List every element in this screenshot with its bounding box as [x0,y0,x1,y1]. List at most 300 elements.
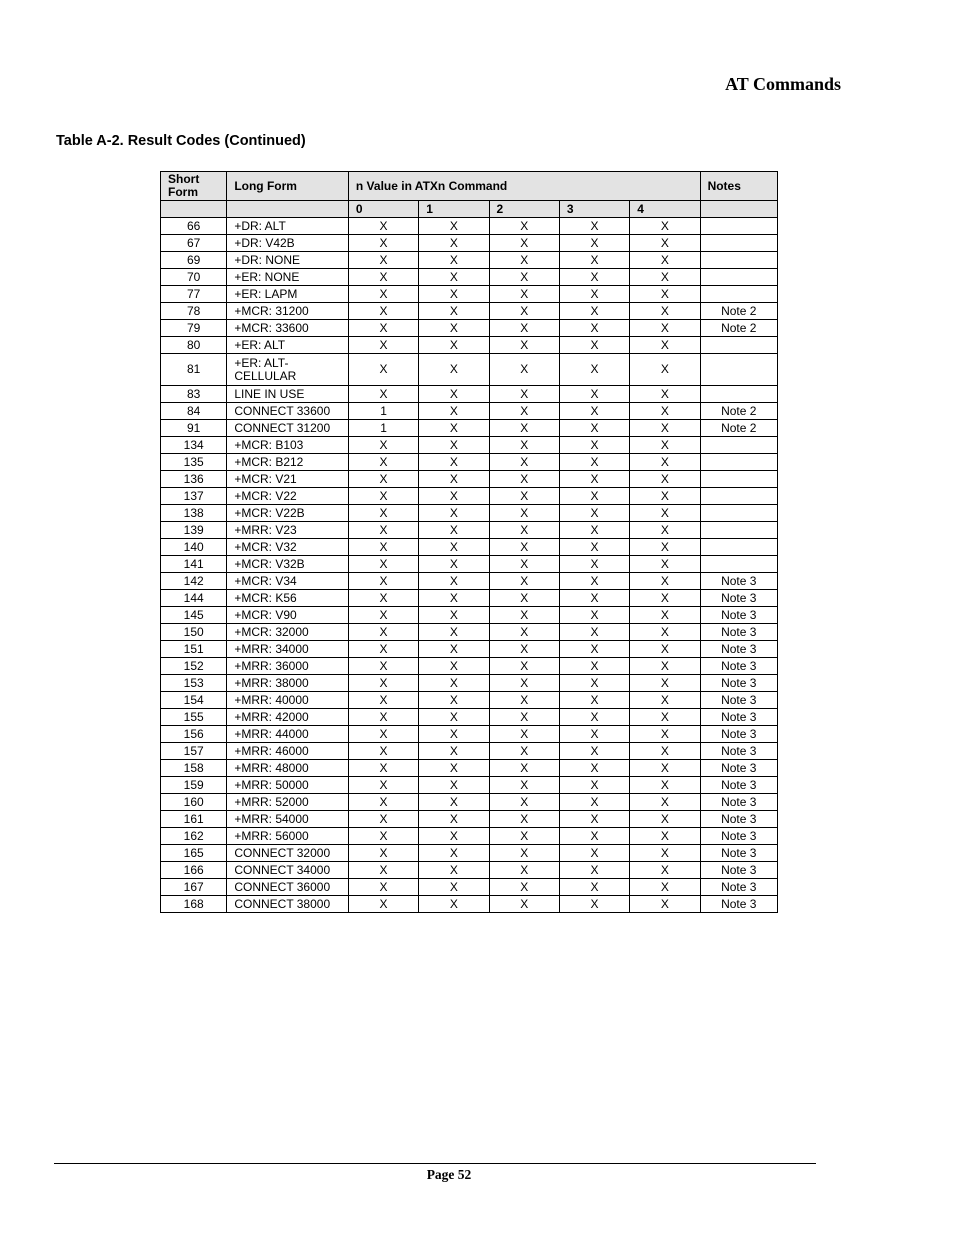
table-row [161,488,778,505]
cell-short-form: 167 [161,879,227,896]
table-row [161,573,778,590]
cell-n-3: X [559,590,629,607]
cell-n-2: X [489,218,559,235]
cell-n-0: X [348,269,418,286]
cell-n-1: X [419,573,489,590]
cell-long-form: CONNECT 33600 [227,403,349,420]
cell-long-form: +MCR: 31200 [227,303,349,320]
cell-n-3: X [559,488,629,505]
table-row [161,879,778,896]
table-row [161,354,778,386]
cell-short-form: 134 [161,437,227,454]
cell-n-2: X [489,235,559,252]
cell-n-0: X [348,235,418,252]
cell-short-form: 79 [161,320,227,337]
cell-short-form: 155 [161,709,227,726]
cell-short-form: 150 [161,624,227,641]
cell-n-2: X [489,573,559,590]
cell-n-4: X [630,320,700,337]
cell-n-3: X [559,675,629,692]
subheader-empty-notes [700,201,777,218]
cell-short-form: 154 [161,692,227,709]
cell-n-3: X [559,505,629,522]
cell-n-4: X [630,879,700,896]
table-row [161,590,778,607]
cell-short-form: 138 [161,505,227,522]
cell-n-0: X [348,337,418,354]
cell-n-4: X [630,658,700,675]
cell-long-form: +DR: V42B [227,235,349,252]
cell-n-3: X [559,777,629,794]
cell-short-form: 91 [161,420,227,437]
cell-n-3: X [559,403,629,420]
cell-notes: Note 3 [700,896,777,913]
cell-long-form: CONNECT 38000 [227,896,349,913]
cell-notes: Note 3 [700,692,777,709]
cell-long-form: CONNECT 31200 [227,420,349,437]
cell-long-form: +MCR: V32 [227,539,349,556]
cell-n-3: X [559,218,629,235]
cell-long-form: +ER: LAPM [227,286,349,303]
table-row [161,896,778,913]
cell-n-4: X [630,811,700,828]
table-row [161,828,778,845]
cell-n-3: X [559,624,629,641]
cell-n-2: X [489,471,559,488]
cell-n-0: X [348,845,418,862]
cell-notes [700,286,777,303]
cell-n-1: X [419,471,489,488]
cell-n-1: X [419,269,489,286]
cell-n-1: X [419,692,489,709]
cell-n-4: X [630,556,700,573]
cell-n-2: X [489,488,559,505]
cell-short-form: 168 [161,896,227,913]
subheader-n-3: 3 [559,201,629,218]
cell-n-3: X [559,235,629,252]
cell-n-2: X [489,845,559,862]
cell-notes [700,337,777,354]
table-row [161,845,778,862]
cell-n-2: X [489,726,559,743]
cell-n-4: X [630,573,700,590]
cell-short-form: 137 [161,488,227,505]
cell-n-1: X [419,862,489,879]
cell-n-2: X [489,590,559,607]
cell-n-4: X [630,794,700,811]
cell-notes: Note 3 [700,845,777,862]
cell-short-form: 152 [161,658,227,675]
cell-short-form: 142 [161,573,227,590]
cell-n-1: X [419,828,489,845]
table-row [161,235,778,252]
table-row [161,641,778,658]
cell-n-2: X [489,658,559,675]
cell-n-2: X [489,303,559,320]
table-row [161,794,778,811]
cell-notes [700,218,777,235]
subheader-n-0: 0 [348,201,418,218]
table-row [161,777,778,794]
cell-n-2: X [489,437,559,454]
cell-short-form: 161 [161,811,227,828]
header-notes: Notes [700,172,777,201]
cell-n-0: X [348,505,418,522]
cell-long-form: +MRR: 52000 [227,794,349,811]
cell-n-0: X [348,675,418,692]
cell-long-form: +ER: ALT-CELLULAR [227,354,349,386]
cell-n-3: X [559,437,629,454]
cell-n-1: X [419,320,489,337]
cell-n-2: X [489,624,559,641]
cell-n-0: X [348,218,418,235]
cell-short-form: 158 [161,760,227,777]
cell-long-form: +MCR: V21 [227,471,349,488]
cell-n-2: X [489,420,559,437]
cell-n-2: X [489,675,559,692]
cell-n-4: X [630,726,700,743]
cell-n-3: X [559,573,629,590]
cell-n-0: X [348,811,418,828]
cell-n-4: X [630,269,700,286]
cell-n-0: X [348,573,418,590]
cell-n-0: X [348,539,418,556]
cell-short-form: 140 [161,539,227,556]
subheader-n-1: 1 [419,201,489,218]
table-row [161,505,778,522]
cell-long-form: +MRR: 42000 [227,709,349,726]
cell-n-2: X [489,811,559,828]
cell-short-form: 67 [161,235,227,252]
cell-long-form: +MCR: V22B [227,505,349,522]
cell-notes [700,354,777,386]
cell-n-4: X [630,252,700,269]
cell-n-2: X [489,354,559,386]
cell-n-4: X [630,471,700,488]
cell-n-0: X [348,828,418,845]
cell-n-0: X [348,471,418,488]
cell-n-3: X [559,556,629,573]
table-row [161,252,778,269]
cell-notes: Note 3 [700,658,777,675]
cell-short-form: 156 [161,726,227,743]
table-row [161,286,778,303]
subheader-empty-long [227,201,349,218]
page-number: Page 52 [426,1167,472,1182]
cell-n-1: X [419,420,489,437]
cell-n-3: X [559,607,629,624]
cell-short-form: 151 [161,641,227,658]
cell-n-1: X [419,403,489,420]
table-row [161,709,778,726]
cell-n-0: X [348,252,418,269]
cell-long-form: +MRR: 34000 [227,641,349,658]
table-row [161,471,778,488]
table-row [161,386,778,403]
table-row [161,403,778,420]
cell-n-1: X [419,658,489,675]
cell-short-form: 159 [161,777,227,794]
cell-n-1: X [419,522,489,539]
cell-notes [700,454,777,471]
cell-long-form: CONNECT 34000 [227,862,349,879]
cell-n-4: X [630,488,700,505]
cell-notes: Note 3 [700,777,777,794]
cell-n-0: 1 [348,420,418,437]
cell-n-4: X [630,218,700,235]
table-row [161,303,778,320]
header-n-value: n Value in ATXn Command [348,172,700,201]
cell-n-4: X [630,709,700,726]
cell-notes: Note 3 [700,794,777,811]
cell-n-1: X [419,337,489,354]
cell-notes: Note 2 [700,420,777,437]
cell-notes [700,539,777,556]
cell-n-3: X [559,811,629,828]
cell-notes: Note 3 [700,726,777,743]
cell-n-4: X [630,235,700,252]
table-row [161,862,778,879]
cell-n-0: X [348,590,418,607]
cell-notes: Note 2 [700,320,777,337]
cell-n-3: X [559,269,629,286]
cell-n-2: X [489,454,559,471]
cell-notes: Note 2 [700,403,777,420]
cell-n-1: X [419,286,489,303]
result-codes-table [160,171,778,913]
cell-long-form: +ER: ALT [227,337,349,354]
cell-n-4: X [630,675,700,692]
cell-long-form: +MRR: 56000 [227,828,349,845]
cell-n-3: X [559,896,629,913]
cell-n-0: X [348,556,418,573]
cell-long-form: +MRR: 38000 [227,675,349,692]
cell-n-0: X [348,879,418,896]
footer-divider [54,1163,816,1164]
cell-long-form: +ER: NONE [227,269,349,286]
cell-n-0: X [348,303,418,320]
cell-n-3: X [559,337,629,354]
cell-n-2: X [489,607,559,624]
cell-n-3: X [559,320,629,337]
cell-n-2: X [489,794,559,811]
cell-n-3: X [559,879,629,896]
cell-short-form: 78 [161,303,227,320]
cell-notes: Note 3 [700,624,777,641]
cell-n-3: X [559,454,629,471]
cell-long-form: +MCR: 32000 [227,624,349,641]
cell-n-0: X [348,658,418,675]
cell-n-2: X [489,709,559,726]
cell-short-form: 162 [161,828,227,845]
cell-n-4: X [630,286,700,303]
cell-notes: Note 2 [700,303,777,320]
cell-long-form: +MCR: V90 [227,607,349,624]
cell-short-form: 144 [161,590,227,607]
cell-n-1: X [419,386,489,403]
cell-n-2: X [489,896,559,913]
cell-notes: Note 3 [700,607,777,624]
cell-n-1: X [419,590,489,607]
cell-notes [700,471,777,488]
cell-n-0: X [348,522,418,539]
cell-n-1: X [419,488,489,505]
cell-n-3: X [559,743,629,760]
table-row [161,320,778,337]
cell-short-form: 145 [161,607,227,624]
cell-short-form: 160 [161,794,227,811]
cell-notes [700,437,777,454]
cell-notes: Note 3 [700,811,777,828]
cell-n-2: X [489,556,559,573]
cell-n-2: X [489,269,559,286]
cell-notes [700,505,777,522]
cell-long-form: +DR: ALT [227,218,349,235]
cell-n-0: X [348,286,418,303]
cell-n-1: X [419,777,489,794]
cell-n-4: X [630,420,700,437]
cell-n-3: X [559,303,629,320]
cell-n-2: X [489,879,559,896]
cell-n-4: X [630,624,700,641]
cell-notes: Note 3 [700,743,777,760]
cell-n-4: X [630,454,700,471]
cell-long-form: +MCR: 33600 [227,320,349,337]
cell-n-1: X [419,726,489,743]
cell-n-4: X [630,845,700,862]
cell-n-2: X [489,777,559,794]
cell-n-1: X [419,641,489,658]
cell-short-form: 77 [161,286,227,303]
cell-long-form: CONNECT 36000 [227,879,349,896]
cell-n-1: X [419,235,489,252]
cell-notes [700,252,777,269]
cell-n-0: X [348,354,418,386]
cell-n-1: X [419,539,489,556]
table-row [161,811,778,828]
cell-long-form: +DR: NONE [227,252,349,269]
cell-n-1: X [419,624,489,641]
cell-notes [700,235,777,252]
cell-long-form: +MRR: 36000 [227,658,349,675]
cell-long-form: +MCR: V22 [227,488,349,505]
cell-n-2: X [489,760,559,777]
cell-n-4: X [630,539,700,556]
cell-notes: Note 3 [700,760,777,777]
cell-n-1: X [419,252,489,269]
cell-n-3: X [559,709,629,726]
cell-notes: Note 3 [700,573,777,590]
cell-notes [700,522,777,539]
cell-n-0: X [348,320,418,337]
cell-n-2: X [489,252,559,269]
cell-n-2: X [489,862,559,879]
cell-n-3: X [559,726,629,743]
cell-n-0: X [348,777,418,794]
cell-n-2: X [489,828,559,845]
cell-n-4: X [630,692,700,709]
subheader-n-4: 4 [630,201,700,218]
cell-n-0: X [348,726,418,743]
cell-n-4: X [630,403,700,420]
cell-short-form: 70 [161,269,227,286]
cell-n-3: X [559,641,629,658]
cell-n-4: X [630,828,700,845]
cell-n-3: X [559,658,629,675]
cell-n-2: X [489,692,559,709]
table-row [161,675,778,692]
cell-n-4: X [630,505,700,522]
cell-n-2: X [489,403,559,420]
cell-n-4: X [630,522,700,539]
cell-n-1: X [419,709,489,726]
table-row [161,760,778,777]
cell-short-form: 153 [161,675,227,692]
cell-n-0: X [348,454,418,471]
table-caption: Table A-2. Result Codes (Continued) [56,133,306,149]
cell-n-1: X [419,879,489,896]
cell-n-1: X [419,303,489,320]
cell-long-form: +MCR: V34 [227,573,349,590]
cell-long-form: +MCR: V32B [227,556,349,573]
cell-n-1: X [419,607,489,624]
cell-n-3: X [559,386,629,403]
cell-n-4: X [630,760,700,777]
cell-notes [700,386,777,403]
cell-n-4: X [630,437,700,454]
table-row [161,726,778,743]
cell-n-0: X [348,607,418,624]
cell-short-form: 165 [161,845,227,862]
cell-notes: Note 3 [700,879,777,896]
cell-n-4: X [630,337,700,354]
cell-n-0: X [348,386,418,403]
cell-n-0: X [348,488,418,505]
cell-short-form: 141 [161,556,227,573]
cell-long-form: CONNECT 32000 [227,845,349,862]
cell-n-0: X [348,862,418,879]
header-short-form: Short Form [161,172,227,201]
cell-n-2: X [489,337,559,354]
cell-n-1: X [419,675,489,692]
table-row [161,522,778,539]
page-header-title: AT Commands [725,74,841,94]
cell-n-2: X [489,522,559,539]
cell-long-form: +MRR: 48000 [227,760,349,777]
cell-notes: Note 3 [700,862,777,879]
cell-n-3: X [559,286,629,303]
cell-n-4: X [630,641,700,658]
table-row [161,624,778,641]
cell-n-4: X [630,386,700,403]
cell-n-0: X [348,437,418,454]
cell-n-0: X [348,692,418,709]
cell-n-1: X [419,794,489,811]
cell-n-3: X [559,845,629,862]
cell-notes [700,556,777,573]
cell-n-2: X [489,386,559,403]
cell-n-2: X [489,539,559,556]
table-row [161,556,778,573]
cell-long-form: +MRR: 54000 [227,811,349,828]
cell-n-1: X [419,845,489,862]
cell-n-4: X [630,303,700,320]
cell-long-form: +MCR: B103 [227,437,349,454]
cell-n-1: X [419,454,489,471]
cell-n-4: X [630,862,700,879]
cell-n-3: X [559,760,629,777]
cell-n-4: X [630,590,700,607]
